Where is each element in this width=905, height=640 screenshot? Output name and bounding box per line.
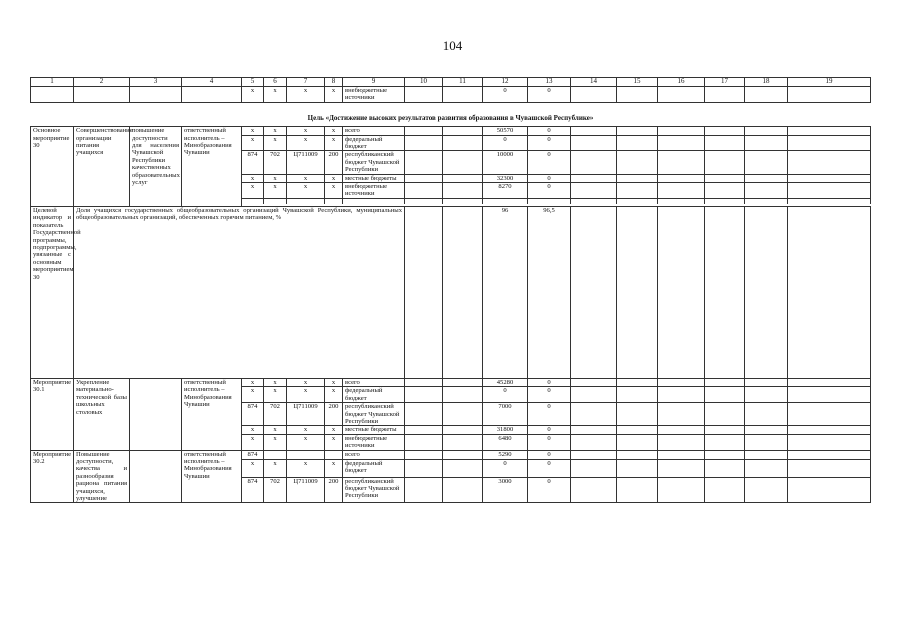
header-cell: 4 — [182, 78, 242, 87]
table-row: 874 702 Ц711009 200 республиканский бюджет Чувашской Республики 7000 0 — [31, 403, 871, 426]
indicator-value-13: 96,5 — [528, 206, 571, 378]
header-cell: 19 — [788, 78, 871, 87]
header-cell: 2 — [74, 78, 130, 87]
measure-30-responsible: ответственный исполнитель – Минобразования Чувашии — [182, 127, 242, 207]
measure-30-title: Совершенствование организации питания учащихся — [74, 127, 130, 207]
table-row: х х х х федеральный бюджет 0 0 — [31, 459, 871, 477]
budget-table — [30, 77, 871, 503]
table-row: Мероприятие 30.2 Повышение доступности, качества и разнообразия рациона питания учащихся, улучшение ответственный исполнитель – Минобразования Чувашии 874 всего 5290 0 — [31, 450, 871, 459]
measure-30-1-name: Мероприятие 30.1 — [31, 378, 74, 450]
table-row: 874 702 Ц711009 200 республиканский бюджет Чувашской Республики 10000 0 — [31, 151, 871, 174]
header-cell: 3 — [130, 78, 182, 87]
indicator-text: Доля учащихся государственных общеобразовательных организаций Чувашской Республики, муниципальных общеобразовательных организаций, обеспеченных горячим питанием, % — [74, 206, 405, 378]
table-row: 874 702 Ц711009 200 республиканский бюджет Чувашской Республики 3000 0 — [31, 477, 871, 503]
measure-30-1-responsible: ответственный исполнитель – Минобразования Чувашии — [182, 378, 242, 450]
header-cell: 8 — [325, 78, 343, 87]
table-row: х х х х местные бюджеты 31800 0 — [31, 426, 871, 434]
indicator-row — [31, 206, 871, 378]
header-cell: 18 — [745, 78, 788, 87]
header-cell: 14 — [571, 78, 617, 87]
goal-title: Цель «Достижение высоких результатов развития образования в Чувашской Республике» — [307, 113, 594, 122]
measure-30-goal: повышение доступности для населения Чувашской Республики качественных образовательных услуг — [130, 127, 182, 207]
measure-30-1-title: Укрепление материально-технической базы школьных столовых — [74, 378, 130, 450]
table-row: х х х х федеральный бюджет 0 0 — [31, 387, 871, 403]
header-cell: 17 — [705, 78, 745, 87]
header-cell: 5 — [242, 78, 264, 87]
table-row: х х х х внебюджетные источники 8270 0 — [31, 183, 871, 199]
measure-30-2-title: Повышение доступности, качества и разнообразия рациона питания учащихся, улучшение — [74, 450, 130, 503]
header-cell: 1 — [31, 78, 74, 87]
indicator-name: Целевой индикатор и показатель Государственной программы, подпрограммы, увязанные с основным мероприятием 30 — [31, 206, 74, 378]
header-cell: 10 — [405, 78, 443, 87]
table-row: х х х х местные бюджеты 32300 0 — [31, 174, 871, 182]
table-row: х х х х федеральный бюджет 0 0 — [31, 135, 871, 151]
table-row: Основное мероприятие 30 Совершенствование организации питания учащихся повышение доступности для населения Чувашской Республики качественных образовательных услуг ответственный исполнитель – Минобразования Чувашии х х х х всего 50570 0 — [31, 127, 871, 135]
header-row — [31, 78, 871, 87]
goal-row — [31, 102, 871, 126]
table-row: х х х х внебюджетные источники 6480 0 — [31, 434, 871, 450]
measure-30-name: Основное мероприятие 30 — [31, 127, 74, 207]
table-row: х х х х внебюджетные источники 0 0 — [31, 87, 871, 103]
header-cell: 9 — [343, 78, 405, 87]
indicator-value-12: 96 — [483, 206, 528, 378]
measure-30-2-name: Мероприятие 30.2 — [31, 450, 74, 503]
measure-30-2-responsible: ответственный исполнитель – Минобразования Чувашии — [182, 450, 242, 503]
header-cell: 7 — [287, 78, 325, 87]
header-cell: 12 — [483, 78, 528, 87]
page-number: 104 — [442, 38, 463, 53]
header-cell: 15 — [617, 78, 658, 87]
header-cell: 13 — [528, 78, 571, 87]
header-cell: 6 — [264, 78, 287, 87]
table-row: Мероприятие 30.1 Укрепление материально-технической базы школьных столовых ответственный исполнитель – Минобразования Чувашии х х х х всего 45280 0 — [31, 378, 871, 386]
header-cell: 11 — [443, 78, 483, 87]
header-cell: 16 — [658, 78, 705, 87]
